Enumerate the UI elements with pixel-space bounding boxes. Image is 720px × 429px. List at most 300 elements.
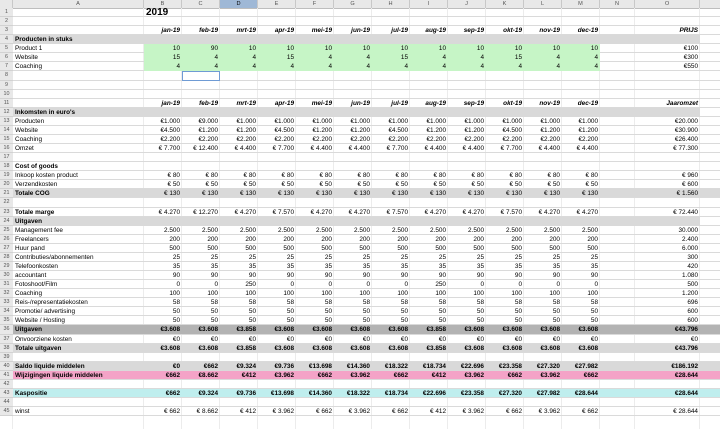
value-cell[interactable]: 35 bbox=[362, 262, 370, 270]
value-cell[interactable]: € 662 bbox=[506, 408, 522, 416]
value-cell[interactable]: 4 bbox=[220, 62, 258, 71]
value-cell[interactable]: 35 bbox=[476, 262, 484, 270]
active-cell-selection[interactable] bbox=[182, 71, 220, 80]
row-header-2[interactable]: 2 bbox=[0, 17, 13, 26]
value-cell[interactable]: €0 bbox=[248, 335, 256, 343]
value-cell[interactable]: 0 bbox=[594, 281, 598, 289]
value-cell[interactable]: €3.608 bbox=[312, 344, 332, 352]
value-cell[interactable]: 2.500 bbox=[506, 226, 522, 234]
month-header[interactable]: jun-19 bbox=[351, 99, 370, 107]
column-header-g[interactable]: G bbox=[334, 0, 372, 8]
month-header[interactable]: sep-19 bbox=[463, 99, 484, 107]
value-cell[interactable]: 25 bbox=[210, 253, 218, 261]
row-label[interactable]: Totale marge bbox=[15, 208, 55, 216]
row-label[interactable]: accountant bbox=[15, 272, 47, 280]
row-header-34[interactable]: 34 bbox=[0, 307, 13, 316]
value-cell[interactable]: 0 bbox=[556, 281, 560, 289]
value-cell[interactable]: €0 bbox=[476, 335, 484, 343]
value-cell[interactable]: 58 bbox=[286, 299, 294, 307]
value-cell[interactable]: 4 bbox=[448, 62, 486, 71]
value-cell[interactable]: €0 bbox=[172, 335, 180, 343]
value-cell[interactable]: €18.322 bbox=[346, 389, 370, 397]
column-header-c[interactable]: C bbox=[182, 0, 220, 8]
value-cell[interactable]: € 3.962 bbox=[462, 408, 484, 416]
value-cell[interactable]: €3.608 bbox=[540, 344, 560, 352]
value-cell[interactable]: € 130 bbox=[582, 190, 598, 198]
row-header-33[interactable]: 33 bbox=[0, 298, 13, 307]
month-header[interactable]: jul-19 bbox=[391, 99, 408, 107]
value-cell[interactable]: €3.858 bbox=[236, 344, 256, 352]
value-cell[interactable]: 4 bbox=[410, 53, 448, 62]
value-cell[interactable]: €18.734 bbox=[422, 362, 446, 370]
value-cell[interactable]: €3.962 bbox=[274, 371, 294, 379]
total-cell[interactable]: 600 bbox=[687, 308, 698, 316]
page-title[interactable]: 2019 bbox=[146, 7, 169, 18]
value-cell[interactable]: 90 bbox=[172, 272, 180, 280]
value-cell[interactable]: €1.000 bbox=[426, 117, 446, 125]
value-cell[interactable]: 2.500 bbox=[544, 226, 560, 234]
column-header-m[interactable]: M bbox=[562, 0, 600, 8]
row-header-27[interactable]: 27 bbox=[0, 244, 13, 253]
row-label[interactable]: Website bbox=[15, 54, 38, 62]
value-cell[interactable]: 0 bbox=[214, 281, 218, 289]
row-label[interactable]: Management fee bbox=[15, 226, 63, 234]
value-cell[interactable]: 50 bbox=[590, 308, 598, 316]
value-cell[interactable]: 4 bbox=[372, 62, 410, 71]
row-header-44[interactable]: 44 bbox=[0, 398, 13, 407]
row-header-31[interactable]: 31 bbox=[0, 280, 13, 289]
value-cell[interactable]: 2.500 bbox=[468, 226, 484, 234]
value-cell[interactable]: 50 bbox=[438, 308, 446, 316]
value-cell[interactable]: 200 bbox=[169, 235, 180, 243]
value-cell[interactable]: 90 bbox=[286, 272, 294, 280]
value-cell[interactable]: € 3.962 bbox=[538, 408, 560, 416]
section-header[interactable]: Uitgaven bbox=[13, 217, 635, 226]
value-cell[interactable]: € 80 bbox=[357, 172, 370, 180]
value-cell[interactable]: €2.200 bbox=[198, 135, 218, 143]
value-cell[interactable]: € 130 bbox=[544, 190, 560, 198]
value-cell[interactable]: €0 bbox=[514, 335, 522, 343]
value-cell[interactable]: €1.200 bbox=[198, 126, 218, 134]
row-header-43[interactable]: 43 bbox=[0, 389, 13, 398]
column-header-l[interactable]: L bbox=[524, 0, 562, 8]
month-header[interactable]: mei-19 bbox=[311, 99, 332, 107]
value-cell[interactable]: €1.200 bbox=[464, 126, 484, 134]
value-cell[interactable]: € 130 bbox=[316, 190, 332, 198]
value-cell[interactable]: €0 bbox=[362, 335, 370, 343]
value-cell[interactable]: 25 bbox=[172, 253, 180, 261]
value-cell[interactable]: 25 bbox=[400, 253, 408, 261]
value-cell[interactable]: 58 bbox=[590, 299, 598, 307]
row-header-38[interactable]: 38 bbox=[0, 344, 13, 353]
value-cell[interactable]: 200 bbox=[397, 235, 408, 243]
value-cell[interactable]: €662 bbox=[317, 371, 332, 379]
total-cell[interactable]: € 960 bbox=[682, 172, 698, 180]
value-cell[interactable]: 100 bbox=[511, 290, 522, 298]
total-cell[interactable]: €186.192 bbox=[671, 362, 698, 370]
value-cell[interactable]: 35 bbox=[286, 262, 294, 270]
value-cell[interactable]: 25 bbox=[438, 253, 446, 261]
total-cell[interactable]: 2.400 bbox=[682, 235, 698, 243]
value-cell[interactable]: 2.500 bbox=[582, 226, 598, 234]
month-header[interactable]: mei-19 bbox=[311, 27, 332, 35]
value-cell[interactable]: € 412 bbox=[430, 408, 446, 416]
value-cell[interactable]: €0 bbox=[552, 335, 560, 343]
value-cell[interactable]: €0 bbox=[172, 362, 180, 370]
value-cell[interactable]: € 80 bbox=[395, 172, 408, 180]
price-cell[interactable]: €550 bbox=[683, 63, 698, 71]
month-header[interactable]: apr-19 bbox=[274, 27, 294, 35]
value-cell[interactable]: €3.608 bbox=[350, 344, 370, 352]
value-cell[interactable]: € 4.270 bbox=[424, 208, 446, 216]
value-cell[interactable]: € 50 bbox=[243, 181, 256, 189]
value-cell[interactable]: 100 bbox=[245, 290, 256, 298]
row-label[interactable]: Producten bbox=[15, 117, 45, 125]
value-cell[interactable]: € 130 bbox=[354, 190, 370, 198]
value-cell[interactable]: € 80 bbox=[433, 172, 446, 180]
value-cell[interactable]: € 7.700 bbox=[500, 145, 522, 153]
value-cell[interactable]: 50 bbox=[248, 317, 256, 325]
value-cell[interactable]: € 662 bbox=[582, 408, 598, 416]
value-cell[interactable]: 200 bbox=[473, 235, 484, 243]
month-header[interactable]: jan-19 bbox=[161, 99, 180, 107]
row-header-26[interactable]: 26 bbox=[0, 235, 13, 244]
value-cell[interactable]: €13.698 bbox=[270, 389, 294, 397]
value-cell[interactable]: 35 bbox=[590, 262, 598, 270]
value-cell[interactable]: 10 bbox=[144, 44, 182, 53]
value-cell[interactable]: 35 bbox=[514, 262, 522, 270]
value-cell[interactable]: € 50 bbox=[395, 181, 408, 189]
value-cell[interactable]: €2.200 bbox=[274, 135, 294, 143]
value-cell[interactable]: €9.736 bbox=[236, 389, 256, 397]
value-cell[interactable]: € 3.962 bbox=[348, 408, 370, 416]
value-cell[interactable]: 10 bbox=[486, 44, 524, 53]
value-cell[interactable]: € 80 bbox=[319, 172, 332, 180]
value-cell[interactable]: 58 bbox=[438, 299, 446, 307]
value-cell[interactable]: 500 bbox=[549, 244, 560, 252]
value-cell[interactable]: 4 bbox=[410, 62, 448, 71]
month-header[interactable]: okt-19 bbox=[503, 99, 522, 107]
total-cell[interactable]: 1.200 bbox=[682, 290, 698, 298]
value-cell[interactable]: 50 bbox=[324, 308, 332, 316]
month-header[interactable]: aug-19 bbox=[425, 99, 446, 107]
row-label[interactable]: Website / Hosting bbox=[15, 317, 65, 325]
value-cell[interactable]: 4 bbox=[562, 62, 600, 71]
row-header-35[interactable]: 35 bbox=[0, 316, 13, 325]
value-cell[interactable]: 4 bbox=[334, 53, 372, 62]
value-cell[interactable]: 15 bbox=[372, 53, 410, 62]
value-cell[interactable]: 100 bbox=[587, 290, 598, 298]
value-cell[interactable]: €1.200 bbox=[578, 126, 598, 134]
value-cell[interactable]: 58 bbox=[248, 299, 256, 307]
row-label[interactable]: Kaspositie bbox=[15, 389, 48, 397]
value-cell[interactable]: €3.962 bbox=[540, 371, 560, 379]
value-cell[interactable]: € 4.270 bbox=[576, 208, 598, 216]
value-cell[interactable]: 25 bbox=[590, 253, 598, 261]
value-cell[interactable]: 90 bbox=[210, 272, 218, 280]
value-cell[interactable]: € 130 bbox=[278, 190, 294, 198]
value-cell[interactable]: 90 bbox=[476, 272, 484, 280]
value-cell[interactable]: 58 bbox=[210, 299, 218, 307]
value-cell[interactable]: €3.608 bbox=[274, 344, 294, 352]
value-cell[interactable]: € 130 bbox=[202, 190, 218, 198]
row-label[interactable]: Contributies/abonnementen bbox=[15, 253, 94, 261]
row-label[interactable]: Wijzigingen liquide middelen bbox=[15, 371, 103, 379]
value-cell[interactable]: 15 bbox=[486, 53, 524, 62]
row-label[interactable]: Website bbox=[15, 126, 38, 134]
value-cell[interactable]: 50 bbox=[210, 317, 218, 325]
value-cell[interactable]: € 7.570 bbox=[386, 208, 408, 216]
value-cell[interactable]: € 4.400 bbox=[538, 145, 560, 153]
value-cell[interactable]: 25 bbox=[476, 253, 484, 261]
value-cell[interactable]: €662 bbox=[393, 371, 408, 379]
total-cell[interactable]: € 28.644 bbox=[673, 408, 698, 416]
value-cell[interactable]: €2.200 bbox=[350, 135, 370, 143]
section-label[interactable]: Cost of goods bbox=[15, 163, 58, 171]
column-header-n[interactable]: N bbox=[600, 0, 635, 8]
row-header-19[interactable]: 19 bbox=[0, 171, 13, 180]
value-cell[interactable]: €3.608 bbox=[160, 344, 180, 352]
value-cell[interactable]: €1.200 bbox=[426, 126, 446, 134]
value-cell[interactable]: €1.000 bbox=[464, 117, 484, 125]
value-cell[interactable]: €18.322 bbox=[384, 362, 408, 370]
price-cell[interactable]: €300 bbox=[683, 54, 698, 62]
total-cell[interactable]: €26.400 bbox=[674, 135, 698, 143]
value-cell[interactable]: € 50 bbox=[509, 181, 522, 189]
value-cell[interactable]: 58 bbox=[172, 299, 180, 307]
value-cell[interactable]: 100 bbox=[549, 290, 560, 298]
value-cell[interactable]: €9.324 bbox=[198, 389, 218, 397]
value-cell[interactable]: €1.000 bbox=[502, 117, 522, 125]
row-label[interactable]: Coaching bbox=[15, 135, 43, 143]
value-cell[interactable]: 10 bbox=[258, 44, 296, 53]
value-cell[interactable]: 58 bbox=[324, 299, 332, 307]
value-cell[interactable]: 100 bbox=[359, 290, 370, 298]
value-cell[interactable]: 25 bbox=[324, 253, 332, 261]
value-cell[interactable]: € 130 bbox=[506, 190, 522, 198]
value-cell[interactable]: 200 bbox=[283, 235, 294, 243]
value-cell[interactable]: €3.608 bbox=[388, 344, 408, 352]
row-header-23[interactable]: 23 bbox=[0, 208, 13, 217]
total-cell[interactable]: € 77.300 bbox=[673, 145, 698, 153]
value-cell[interactable]: 4 bbox=[182, 53, 220, 62]
row-header-3[interactable]: 3 bbox=[0, 26, 13, 35]
value-cell[interactable]: 25 bbox=[362, 253, 370, 261]
value-cell[interactable]: €9.000 bbox=[198, 117, 218, 125]
value-cell[interactable]: 50 bbox=[286, 317, 294, 325]
row-header-37[interactable]: 37 bbox=[0, 335, 13, 344]
value-cell[interactable]: 50 bbox=[400, 317, 408, 325]
row-header-45[interactable]: 45 bbox=[0, 407, 13, 416]
month-header[interactable]: okt-19 bbox=[503, 27, 522, 35]
value-cell[interactable]: 4 bbox=[182, 62, 220, 71]
value-cell[interactable]: € 80 bbox=[281, 172, 294, 180]
value-cell[interactable]: €1.200 bbox=[236, 126, 256, 134]
value-cell[interactable]: €1.000 bbox=[350, 117, 370, 125]
value-cell[interactable]: €23.358 bbox=[460, 389, 484, 397]
row-header-32[interactable]: 32 bbox=[0, 289, 13, 298]
month-header[interactable]: feb-19 bbox=[199, 99, 218, 107]
value-cell[interactable]: 50 bbox=[172, 308, 180, 316]
value-cell[interactable]: 4 bbox=[448, 53, 486, 62]
value-cell[interactable]: €1.000 bbox=[578, 117, 598, 125]
month-header[interactable]: jul-19 bbox=[391, 27, 408, 35]
row-label[interactable]: Omzet bbox=[15, 145, 34, 153]
value-cell[interactable]: 500 bbox=[473, 244, 484, 252]
total-cell[interactable]: 600 bbox=[687, 317, 698, 325]
value-cell[interactable]: 200 bbox=[435, 235, 446, 243]
value-cell[interactable]: € 4.270 bbox=[158, 208, 180, 216]
row-label[interactable]: Coaching bbox=[15, 290, 43, 298]
value-cell[interactable]: € 4.400 bbox=[424, 145, 446, 153]
value-cell[interactable]: 15 bbox=[144, 53, 182, 62]
value-cell[interactable]: €1.200 bbox=[312, 126, 332, 134]
value-cell[interactable]: € 7.570 bbox=[272, 208, 294, 216]
value-cell[interactable]: €662 bbox=[583, 371, 598, 379]
month-header[interactable]: mrt-19 bbox=[236, 27, 256, 35]
total-cell[interactable]: 30.000 bbox=[678, 226, 698, 234]
value-cell[interactable]: 100 bbox=[473, 290, 484, 298]
value-cell[interactable]: 2.500 bbox=[430, 226, 446, 234]
value-cell[interactable]: € 4.400 bbox=[310, 145, 332, 153]
value-cell[interactable]: 2.500 bbox=[316, 226, 332, 234]
month-header[interactable]: dec-19 bbox=[577, 99, 598, 107]
value-cell[interactable]: €2.200 bbox=[160, 135, 180, 143]
row-header-42[interactable]: 42 bbox=[0, 380, 13, 389]
value-cell[interactable]: 25 bbox=[552, 253, 560, 261]
row-label[interactable]: Fotoshoot/Film bbox=[15, 281, 58, 289]
column-header-e[interactable]: E bbox=[258, 0, 296, 8]
value-cell[interactable]: 100 bbox=[207, 290, 218, 298]
row-header-20[interactable]: 20 bbox=[0, 180, 13, 189]
value-cell[interactable]: €22.696 bbox=[422, 389, 446, 397]
value-cell[interactable]: €9.324 bbox=[236, 362, 256, 370]
value-cell[interactable]: €3.962 bbox=[464, 371, 484, 379]
value-cell[interactable]: 50 bbox=[286, 308, 294, 316]
value-cell[interactable]: € 4.270 bbox=[538, 208, 560, 216]
value-cell[interactable]: 35 bbox=[172, 262, 180, 270]
value-cell[interactable]: €1.000 bbox=[312, 117, 332, 125]
value-cell[interactable]: € 8.662 bbox=[196, 408, 218, 416]
row-label[interactable]: winst bbox=[15, 408, 30, 416]
value-cell[interactable]: € 130 bbox=[430, 190, 446, 198]
total-cell[interactable]: €0 bbox=[690, 335, 698, 343]
value-cell[interactable]: €27.320 bbox=[498, 389, 522, 397]
value-cell[interactable]: €1.000 bbox=[160, 117, 180, 125]
value-cell[interactable]: 90 bbox=[362, 272, 370, 280]
value-cell[interactable]: €1.000 bbox=[236, 117, 256, 125]
value-cell[interactable]: €3.858 bbox=[426, 344, 446, 352]
value-cell[interactable]: € 4.400 bbox=[576, 145, 598, 153]
value-cell[interactable]: €412 bbox=[241, 371, 256, 379]
row-header-39[interactable]: 39 bbox=[0, 353, 13, 362]
column-header-a[interactable]: A bbox=[13, 0, 144, 8]
value-cell[interactable]: €3.608 bbox=[502, 326, 522, 334]
value-cell[interactable]: €22.696 bbox=[460, 362, 484, 370]
value-cell[interactable]: 4 bbox=[258, 62, 296, 71]
row-header-4[interactable]: 4 bbox=[0, 35, 13, 44]
value-cell[interactable]: 50 bbox=[514, 308, 522, 316]
value-cell[interactable]: €3.608 bbox=[198, 344, 218, 352]
value-cell[interactable]: €27.982 bbox=[536, 389, 560, 397]
value-cell[interactable]: 50 bbox=[476, 308, 484, 316]
value-cell[interactable]: € 50 bbox=[167, 181, 180, 189]
value-cell[interactable]: €4.500 bbox=[388, 126, 408, 134]
month-header[interactable]: apr-19 bbox=[274, 99, 294, 107]
value-cell[interactable]: 2.500 bbox=[164, 226, 180, 234]
value-cell[interactable]: 50 bbox=[552, 308, 560, 316]
value-cell[interactable]: 10 bbox=[448, 44, 486, 53]
value-cell[interactable]: 2.500 bbox=[240, 226, 256, 234]
value-cell[interactable]: 4 bbox=[486, 62, 524, 71]
value-cell[interactable]: € 130 bbox=[240, 190, 256, 198]
value-cell[interactable]: 500 bbox=[245, 244, 256, 252]
value-cell[interactable]: 90 bbox=[552, 272, 560, 280]
value-cell[interactable]: 2.500 bbox=[202, 226, 218, 234]
row-header-18[interactable]: 18 bbox=[0, 162, 13, 171]
row-label[interactable]: Inkoop kosten product bbox=[15, 172, 78, 180]
value-cell[interactable]: €4.500 bbox=[502, 126, 522, 134]
row-header-1[interactable]: 1 bbox=[0, 8, 13, 17]
value-cell[interactable]: 50 bbox=[438, 317, 446, 325]
month-header[interactable]: nov-19 bbox=[539, 27, 560, 35]
value-cell[interactable]: €2.200 bbox=[426, 135, 446, 143]
section-header[interactable]: Inkomsten in euro's bbox=[13, 108, 635, 117]
value-cell[interactable]: 10 bbox=[372, 44, 410, 53]
value-cell[interactable]: € 662 bbox=[316, 408, 332, 416]
value-cell[interactable]: €18.734 bbox=[384, 389, 408, 397]
value-cell[interactable]: €3.608 bbox=[578, 344, 598, 352]
value-cell[interactable]: €2.200 bbox=[540, 135, 560, 143]
value-cell[interactable]: € 80 bbox=[205, 172, 218, 180]
row-header-21[interactable]: 21 bbox=[0, 189, 13, 198]
row-header-22[interactable]: 22 bbox=[0, 198, 13, 207]
month-header[interactable]: aug-19 bbox=[425, 27, 446, 35]
row-header-17[interactable]: 17 bbox=[0, 153, 13, 162]
value-cell[interactable]: 25 bbox=[514, 253, 522, 261]
value-cell[interactable]: €1.000 bbox=[540, 117, 560, 125]
value-cell[interactable]: € 4.400 bbox=[348, 145, 370, 153]
value-cell[interactable]: € 50 bbox=[281, 181, 294, 189]
value-cell[interactable]: € 4.270 bbox=[462, 208, 484, 216]
month-header[interactable]: feb-19 bbox=[199, 27, 218, 35]
value-cell[interactable]: € 130 bbox=[468, 190, 484, 198]
value-cell[interactable]: € 12.270 bbox=[193, 208, 218, 216]
value-cell[interactable]: €9.736 bbox=[274, 362, 294, 370]
value-cell[interactable]: 2.500 bbox=[392, 226, 408, 234]
row-label[interactable]: Onvoorziene kosten bbox=[15, 335, 72, 343]
value-cell[interactable]: €1.200 bbox=[350, 126, 370, 134]
value-cell[interactable]: € 3.962 bbox=[272, 408, 294, 416]
value-cell[interactable]: € 662 bbox=[164, 408, 180, 416]
total-cell[interactable]: €28.644 bbox=[674, 389, 698, 397]
value-cell[interactable]: 4 bbox=[562, 53, 600, 62]
value-cell[interactable]: 0 bbox=[480, 281, 484, 289]
value-cell[interactable]: 0 bbox=[290, 281, 294, 289]
value-cell[interactable]: €0 bbox=[210, 335, 218, 343]
value-cell[interactable]: €13.698 bbox=[308, 362, 332, 370]
value-cell[interactable]: €2.200 bbox=[578, 135, 598, 143]
value-cell[interactable]: 100 bbox=[169, 290, 180, 298]
month-header[interactable]: sep-19 bbox=[463, 27, 484, 35]
row-header-28[interactable]: 28 bbox=[0, 253, 13, 262]
total-cell[interactable]: €28.644 bbox=[674, 371, 698, 379]
value-cell[interactable]: € 80 bbox=[167, 172, 180, 180]
row-label[interactable]: Totale uitgaven bbox=[15, 344, 62, 352]
value-cell[interactable]: 35 bbox=[248, 262, 256, 270]
value-cell[interactable]: 90 bbox=[590, 272, 598, 280]
value-cell[interactable]: €27.982 bbox=[574, 362, 598, 370]
